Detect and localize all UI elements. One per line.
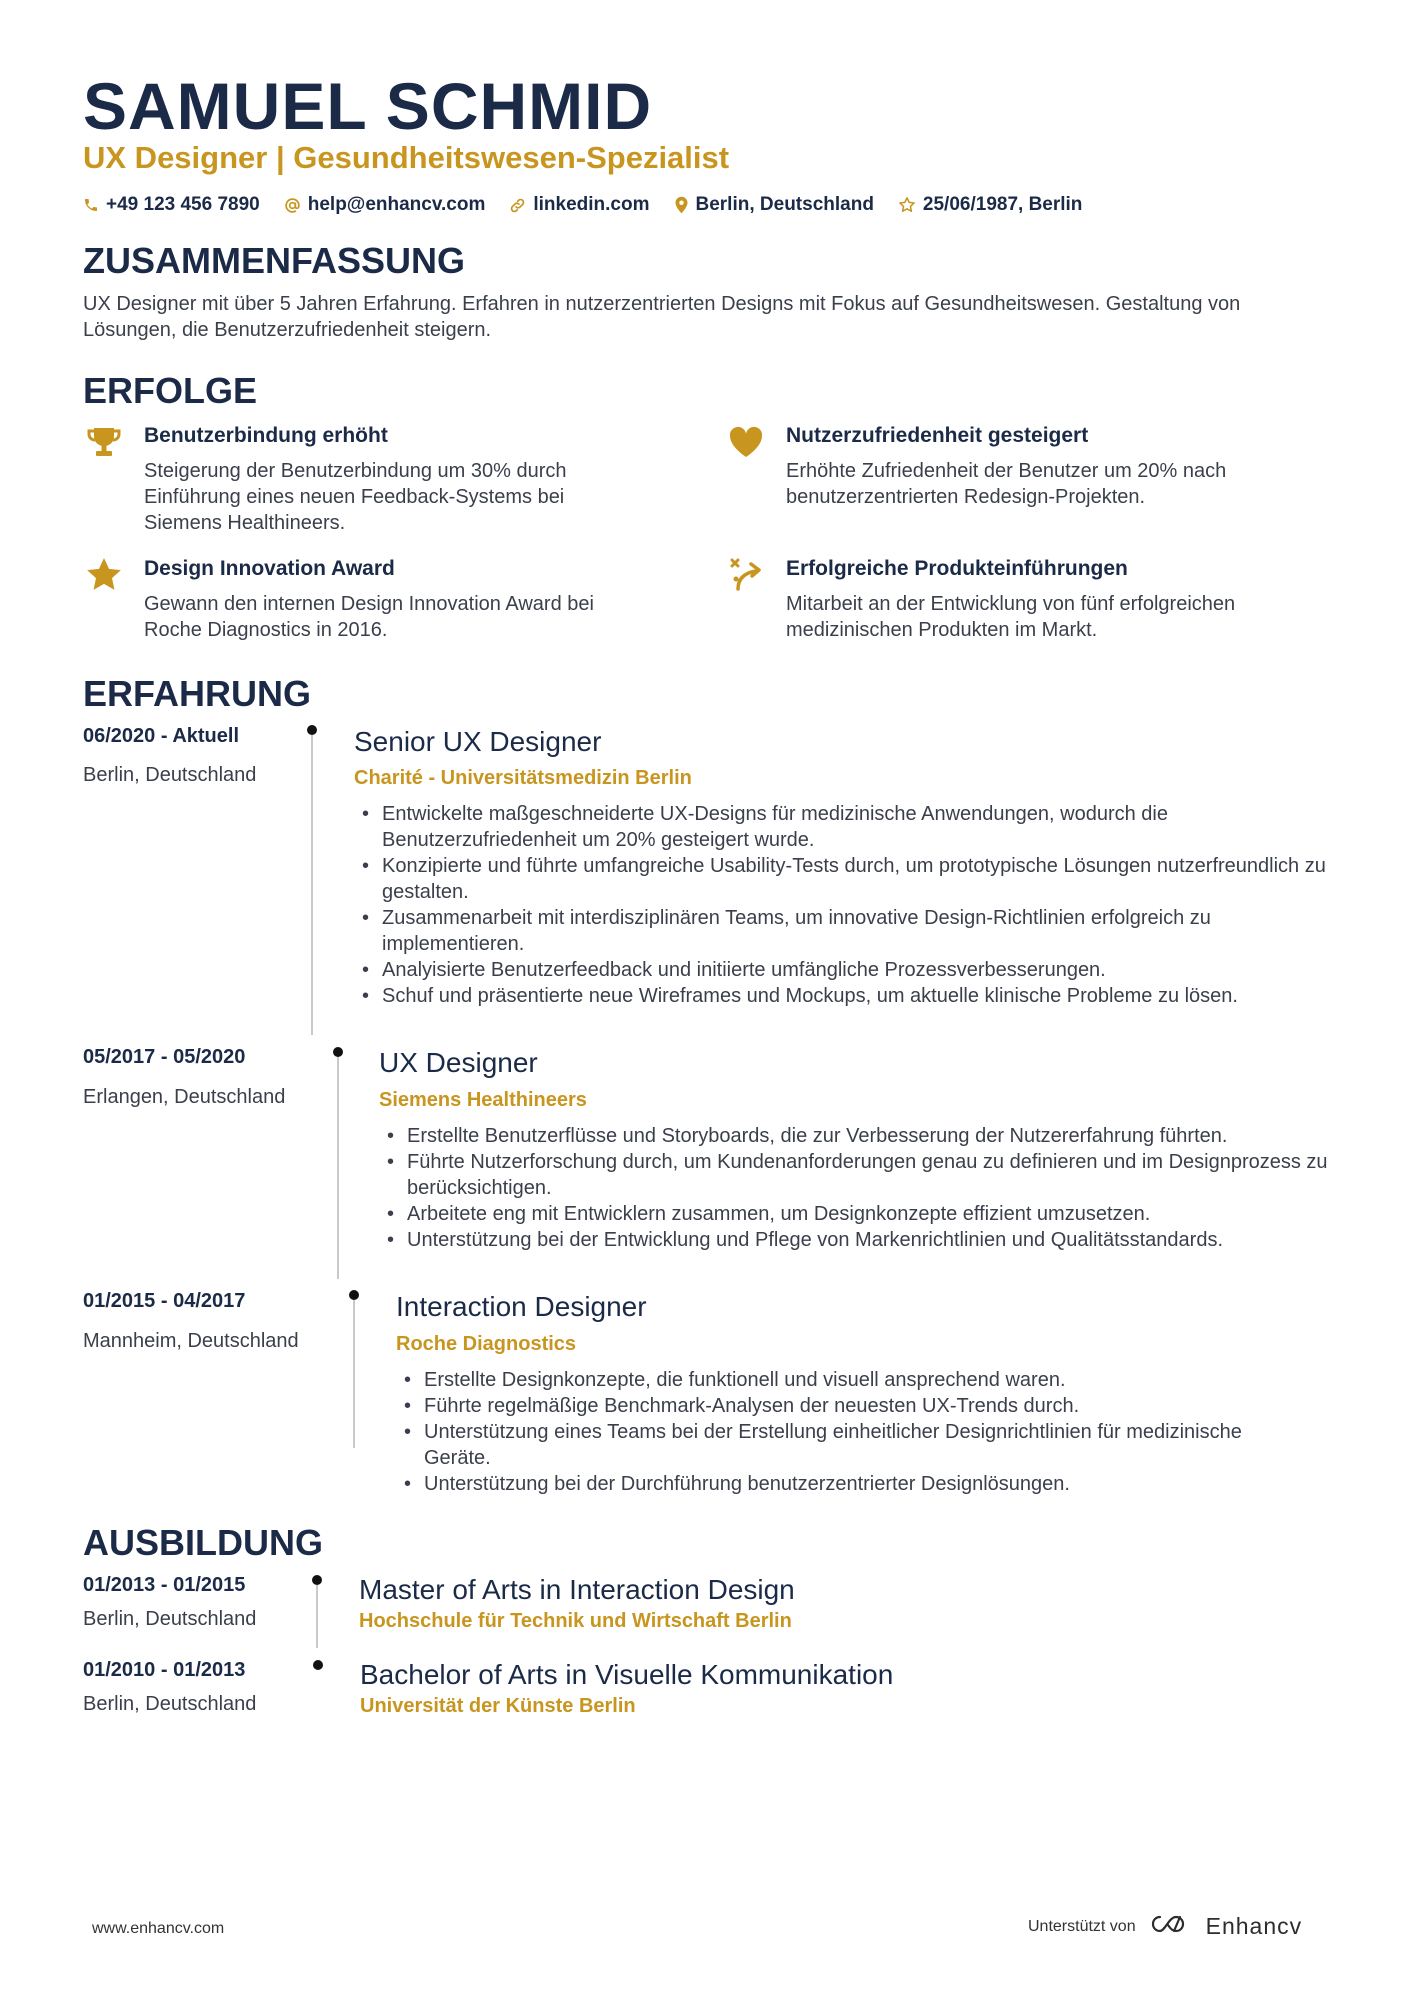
achievement-desc: Steigerung der Benutzerbindung um 30% durch Einführung eines neuen Feedback-Systems bei Siemens Healthineers. — [144, 460, 567, 534]
contact-bar — [83, 194, 1082, 216]
job-location: Mannheim, Deutschland — [83, 1330, 299, 1352]
job-bullets — [354, 801, 1334, 1009]
job-location: Berlin, Deutschland — [83, 764, 257, 786]
contact-email-text: help@enhancv.com — [307, 194, 486, 215]
contact-linkedin[interactable] — [509, 194, 649, 216]
job-bullet: • Entwickelte maßgeschneiderte UX-Designs für medizinische Anwendungen, wodurch die Benutzerzufriedenheit um 20% gesteigert wurde. — [354, 801, 1334, 853]
timeline-dot — [307, 725, 317, 735]
footer-brand[interactable]: Enhancv — [1205, 1913, 1303, 1939]
edu-degree: Master of Arts in Interaction Design — [359, 1574, 795, 1605]
contact-birth — [898, 194, 1083, 216]
job-date: 01/2015 - 04/2017 — [83, 1290, 246, 1312]
job-bullet: • Arbeitete eng mit Entwicklern zusammen, um Designkonzepte effizient umzusetzen. — [379, 1201, 1339, 1227]
timeline-dot — [333, 1047, 343, 1057]
achievement-title: Benutzerbindung erhöht — [144, 424, 388, 447]
timeline-line — [311, 735, 313, 1035]
job-role: Interaction Designer — [396, 1291, 647, 1322]
strategy-arrow-icon — [726, 555, 766, 595]
job-bullet: • Erstellte Designkonzepte, die funktionell und visuell ansprechend waren. — [396, 1367, 1296, 1393]
candidate-subtitle: UX Designer | Gesundheitswesen-Spezialist — [83, 140, 730, 175]
star-outline-icon — [898, 196, 916, 214]
contact-location-text: Berlin, Deutschland — [695, 194, 874, 215]
job-role: Senior UX Designer — [354, 726, 602, 757]
job-company: Siemens Healthineers — [379, 1089, 587, 1111]
footer-branding — [1028, 1912, 1302, 1941]
summary-text: UX Designer mit über 5 Jahren Erfahrung. Erfahren in nutzerzentrierten Designs mit Fokus auf Gesundheitswesen. Gestaltung von Lösungen, die Benutzerzufriedenheit steigern. — [83, 293, 1241, 341]
job-bullet: • Führte regelmäßige Benchmark-Analysen der neuesten UX-Trends durch. — [396, 1393, 1296, 1419]
timeline-dot — [313, 1660, 323, 1670]
candidate-name: SAMUEL SCHMID — [83, 69, 653, 143]
footer-powered-by: Unterstützt von — [1028, 1917, 1136, 1935]
job-date: 05/2017 - 05/2020 — [83, 1046, 246, 1068]
contact-phone-text: +49 123 456 7890 — [106, 194, 260, 215]
footer-website[interactable]: www.enhancv.com — [92, 1920, 225, 1937]
contact-phone[interactable] — [83, 194, 260, 216]
section-title-education: AUSBILDUNG — [83, 1522, 323, 1563]
location-icon — [674, 196, 689, 214]
job-bullet: • Analyisierte Benutzerfeedback und initiierte umfängliche Prozessverbesserungen. — [354, 957, 1334, 983]
edu-date: 01/2010 - 01/2013 — [83, 1659, 246, 1681]
job-company: Charité - Universitätsmedizin Berlin — [354, 767, 692, 789]
job-location: Erlangen, Deutschland — [83, 1086, 286, 1108]
job-bullets — [396, 1367, 1296, 1497]
enhancv-logo-icon — [1148, 1912, 1194, 1941]
achievement-desc: Gewann den internen Design Innovation Award bei Roche Diagnostics in 2016. — [144, 593, 594, 641]
job-bullet: • Zusammenarbeit mit interdisziplinären Teams, um innovative Design-Richtlinien erfolgreich zu implementieren. — [354, 905, 1334, 957]
timeline-line — [316, 1585, 318, 1648]
job-bullet: • Unterstützung bei der Durchführung benutzerzentrierter Designlösungen. — [396, 1471, 1296, 1497]
job-bullets — [379, 1123, 1339, 1253]
section-title-experience: ERFAHRUNG — [83, 673, 312, 714]
heart-icon — [726, 422, 766, 462]
contact-linkedin-text: linkedin.com — [533, 194, 650, 215]
contact-location — [674, 194, 874, 216]
edu-degree: Bachelor of Arts in Visuelle Kommunikation — [360, 1659, 894, 1690]
timeline-dot — [312, 1575, 322, 1585]
section-title-summary: ZUSAMMENFASSUNG — [83, 240, 466, 281]
timeline-dot — [349, 1290, 359, 1300]
edu-school: Universität der Künste Berlin — [360, 1695, 636, 1717]
job-bullet: • Erstellte Benutzerflüsse und Storyboards, die zur Verbesserung der Nutzererfahrung führten. — [379, 1123, 1339, 1149]
job-date: 06/2020 - Aktuell — [83, 725, 240, 747]
achievement-title: Nutzerzufriedenheit gesteigert — [786, 424, 1089, 447]
achievement-desc: Mitarbeit an der Entwicklung von fünf erfolgreichen medizinischen Produkten im Markt. — [786, 593, 1236, 641]
edu-location: Berlin, Deutschland — [83, 1693, 257, 1715]
contact-birth-text: 25/06/1987, Berlin — [922, 194, 1083, 215]
achievement-title: Erfolgreiche Produkteinführungen — [786, 557, 1128, 580]
job-bullet: • Führte Nutzerforschung durch, um Kundenanforderungen genau zu definieren und im Designprozess zu berücksichtigen. — [379, 1149, 1339, 1201]
timeline-line — [353, 1300, 355, 1448]
edu-school: Hochschule für Technik und Wirtschaft Berlin — [359, 1610, 792, 1632]
achievement-title: Design Innovation Award — [144, 557, 395, 580]
section-title-achievements: ERFOLGE — [83, 370, 258, 411]
star-icon — [84, 555, 124, 595]
at-icon — [284, 197, 301, 214]
edu-date: 01/2013 - 01/2015 — [83, 1574, 246, 1596]
job-bullet: • Unterstützung eines Teams bei der Erstellung einheitlicher Designrichtlinien für medizinische Geräte. — [396, 1419, 1296, 1471]
link-icon — [509, 197, 526, 214]
job-role: UX Designer — [379, 1047, 538, 1078]
edu-location: Berlin, Deutschland — [83, 1608, 257, 1630]
contact-email[interactable] — [284, 194, 486, 216]
trophy-icon — [84, 422, 124, 462]
timeline-line — [337, 1057, 339, 1279]
job-bullet: • Konzipierte und führte umfangreiche Usability-Tests durch, um prototypische Lösungen nutzerfreundlich zu gestalten. — [354, 853, 1334, 905]
job-bullet: • Schuf und präsentierte neue Wireframes und Mockups, um aktuelle klinische Probleme zu lösen. — [354, 983, 1334, 1009]
job-bullet: • Unterstützung bei der Entwicklung und Pflege von Markenrichtlinien und Qualitätsstandards. — [379, 1227, 1339, 1253]
phone-icon — [83, 197, 99, 213]
achievement-desc: Erhöhte Zufriedenheit der Benutzer um 20% nach benutzerzentrierten Redesign-Projekten. — [786, 460, 1227, 508]
job-company: Roche Diagnostics — [396, 1333, 577, 1355]
